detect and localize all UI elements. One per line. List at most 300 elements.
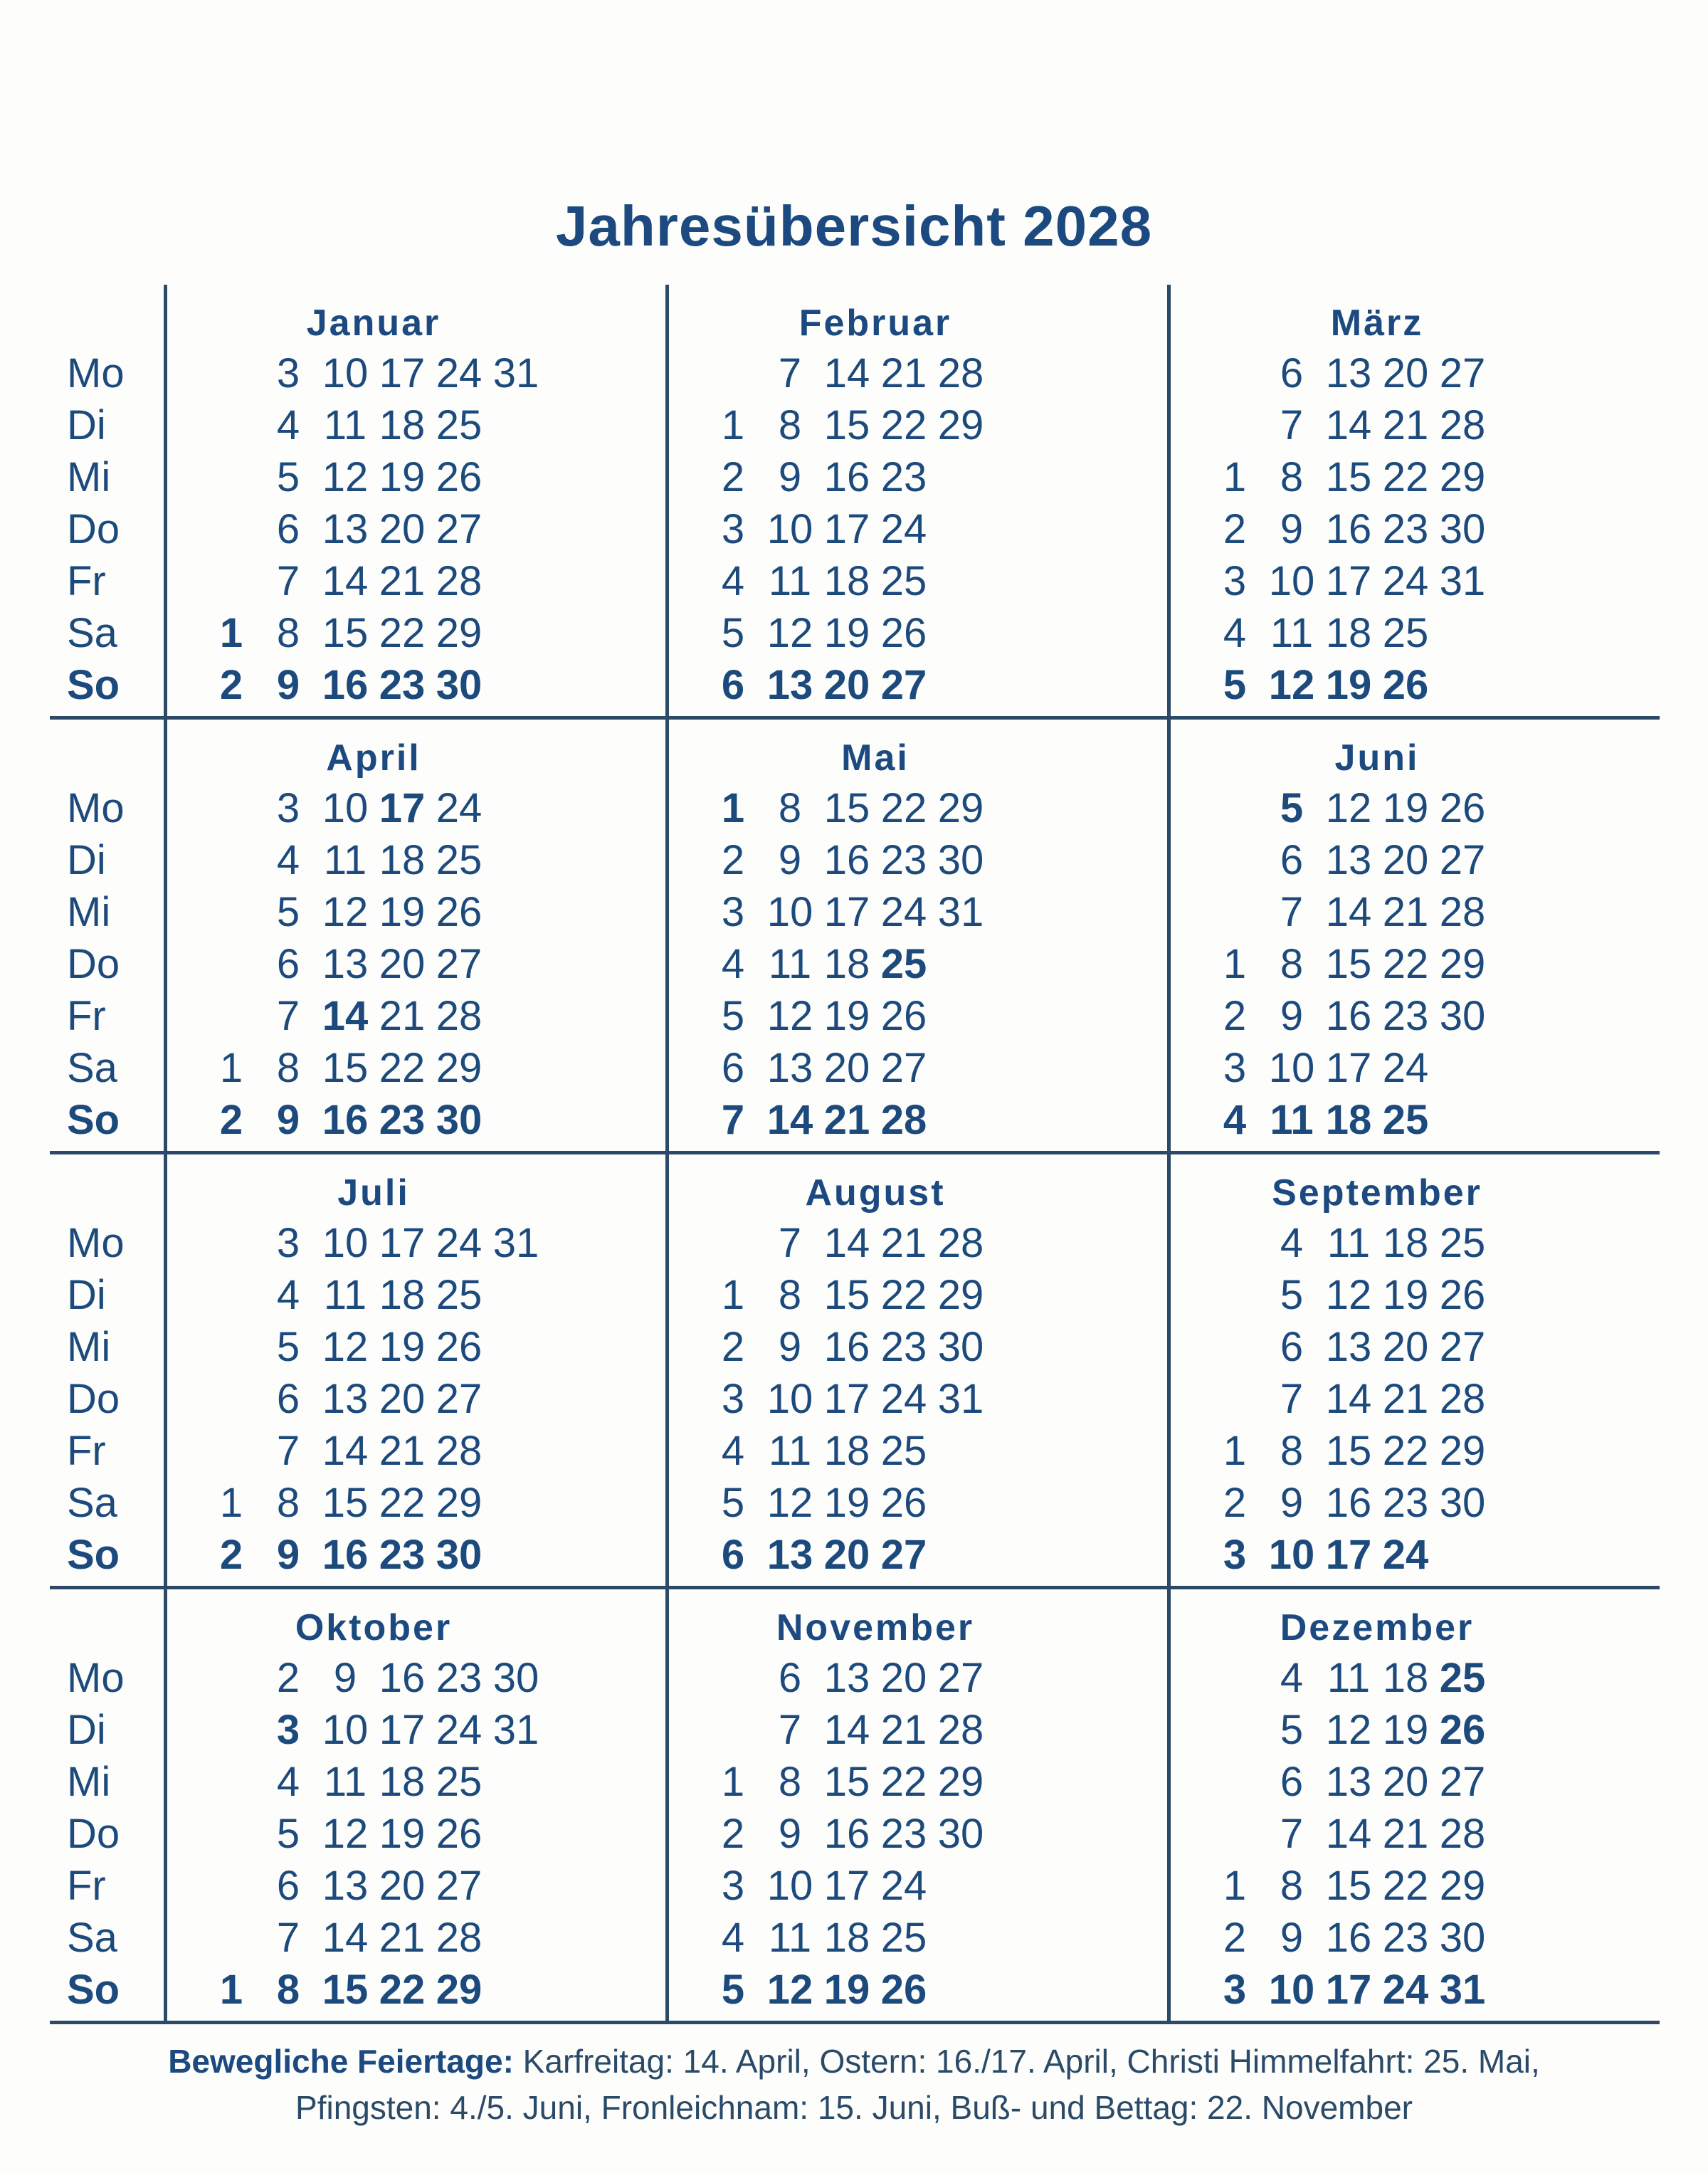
- day-cell: 12: [1268, 662, 1315, 708]
- calendar-grid: [50, 285, 1660, 2024]
- day-cell: 2: [1223, 993, 1247, 1039]
- day-cell-empty: [1206, 1217, 1263, 1269]
- day-cell: 15: [823, 785, 870, 831]
- day-cell: 22: [1382, 454, 1429, 500]
- day-cell: 3: [276, 350, 300, 396]
- day-cell-empty: [1206, 1652, 1263, 1704]
- day-cell: 21: [823, 1097, 870, 1143]
- day-cell-empty: [1491, 555, 1548, 607]
- day-cell: 11: [323, 402, 367, 448]
- day-cell-empty: [1491, 1477, 1548, 1529]
- day-cell-empty: [989, 1652, 1046, 1704]
- day-cell: 9: [778, 1811, 802, 1857]
- day-cell-empty: [989, 607, 1046, 659]
- day-cell: 18: [379, 1759, 426, 1805]
- day-cell-empty: [487, 886, 544, 938]
- day-cell: 7: [276, 1915, 300, 1961]
- day-cell: 20: [379, 1376, 426, 1422]
- day-cell-empty: [203, 782, 260, 834]
- day-cell: 17: [1325, 1045, 1372, 1091]
- weekday-label-mi: Mi: [67, 889, 111, 935]
- day-cell-empty: [203, 1321, 260, 1373]
- day-cell: 29: [436, 1480, 483, 1526]
- day-cell-empty: [1491, 659, 1548, 711]
- day-cell: 23: [880, 837, 927, 883]
- day-cell: 8: [276, 1967, 300, 2013]
- day-cell: 19: [1382, 785, 1429, 831]
- day-cell: 5: [1280, 785, 1304, 831]
- day-cell: 7: [778, 350, 802, 396]
- day-cell-empty: [989, 1756, 1046, 1808]
- quarter-block-2: [50, 720, 1660, 1154]
- day-grid: [203, 347, 665, 711]
- day-cell: 11: [768, 558, 812, 604]
- day-cell: 1: [219, 610, 243, 656]
- day-cell-empty: [932, 1860, 989, 1912]
- day-cell: 27: [1439, 1759, 1486, 1805]
- day-cell: 23: [1382, 1480, 1429, 1526]
- day-cell: 30: [1439, 1480, 1486, 1526]
- day-cell: 31: [1439, 1967, 1486, 2013]
- day-cell: 10: [322, 785, 369, 831]
- weekday-label-mi: Mi: [67, 1324, 111, 1370]
- day-cell: 2: [219, 1097, 243, 1143]
- day-cell: 2: [1223, 1915, 1247, 1961]
- day-cell: 23: [1382, 506, 1429, 552]
- day-cell: 15: [322, 1967, 369, 2013]
- day-cell: 15: [1325, 941, 1372, 987]
- weekday-column: [50, 720, 164, 1151]
- day-cell: 6: [276, 1376, 300, 1422]
- day-cell-empty: [1491, 1321, 1548, 1373]
- day-cell: 13: [1325, 350, 1372, 396]
- day-cell: 5: [1280, 1707, 1304, 1753]
- day-cell: 31: [492, 1220, 539, 1266]
- day-cell: 7: [276, 558, 300, 604]
- day-cell-empty: [1206, 1321, 1263, 1373]
- day-cell: 15: [823, 402, 870, 448]
- day-cell: 27: [1439, 1324, 1486, 1370]
- day-cell: 2: [721, 1324, 745, 1370]
- weekday-label-mo: Mo: [67, 1655, 125, 1701]
- month-september: [1167, 1154, 1660, 1586]
- day-cell: 7: [721, 1097, 745, 1143]
- day-cell: 2: [721, 837, 745, 883]
- day-cell: 12: [322, 454, 369, 500]
- day-cell: 11: [323, 1759, 367, 1805]
- day-cell-empty: [705, 1652, 761, 1704]
- day-grid: [1206, 1217, 1660, 1581]
- day-cell: 23: [379, 662, 426, 708]
- day-cell: 21: [880, 1707, 927, 1753]
- day-cell: 28: [436, 1915, 483, 1961]
- day-cell-empty: [989, 503, 1046, 555]
- day-cell: 3: [276, 785, 300, 831]
- day-cell: 27: [880, 1045, 927, 1091]
- month-title: April: [326, 737, 421, 779]
- day-cell-empty: [1491, 782, 1548, 834]
- day-cell: 3: [721, 889, 745, 935]
- day-cell: 29: [436, 1045, 483, 1091]
- day-cell: 14: [1325, 889, 1372, 935]
- day-cell: 30: [937, 1811, 984, 1857]
- day-cell: 14: [322, 1915, 369, 1961]
- day-cell: 4: [276, 837, 300, 883]
- day-cell-empty: [705, 347, 761, 399]
- month-title: März: [1330, 302, 1424, 344]
- day-cell: 2: [721, 454, 745, 500]
- day-cell: 8: [276, 1045, 300, 1091]
- day-cell: 13: [322, 1863, 369, 1909]
- day-cell: 24: [436, 1220, 483, 1266]
- day-cell: 7: [778, 1707, 802, 1753]
- day-cell-empty: [487, 1094, 544, 1146]
- month-august: [665, 1154, 1167, 1586]
- day-cell: 10: [766, 889, 813, 935]
- day-cell-empty: [989, 347, 1046, 399]
- day-cell: 11: [768, 941, 812, 987]
- day-cell: 27: [880, 1532, 927, 1578]
- day-cell-empty: [932, 1964, 989, 2016]
- day-cell-empty: [1491, 1652, 1548, 1704]
- day-cell: 16: [823, 454, 870, 500]
- month-januar: [164, 285, 665, 716]
- day-cell-empty: [932, 1912, 989, 1964]
- day-cell: 1: [1223, 454, 1247, 500]
- day-cell: 14: [823, 350, 870, 396]
- weekday-label-sa: Sa: [67, 610, 117, 656]
- day-cell-empty: [705, 1704, 761, 1756]
- day-cell: 4: [721, 558, 745, 604]
- day-cell: 19: [823, 610, 870, 656]
- day-cell: 16: [823, 1324, 870, 1370]
- day-cell-empty: [1491, 886, 1548, 938]
- day-cell: 23: [880, 1324, 927, 1370]
- day-cell-empty: [203, 1756, 260, 1808]
- month-juli: [164, 1154, 665, 1586]
- day-cell: 15: [322, 1480, 369, 1526]
- month-oktober: [164, 1589, 665, 2021]
- weekday-label-mi: Mi: [67, 1759, 111, 1805]
- day-cell-empty: [1491, 451, 1548, 503]
- day-cell: 25: [436, 402, 483, 448]
- day-cell-empty: [1491, 1042, 1548, 1094]
- day-cell: 14: [766, 1097, 813, 1143]
- month-title: November: [776, 1607, 975, 1648]
- day-cell-empty: [1206, 1269, 1263, 1321]
- day-cell: 12: [766, 1480, 813, 1526]
- weekday-label-do: Do: [67, 1376, 120, 1422]
- day-cell: 31: [492, 350, 539, 396]
- day-cell: 11: [323, 1272, 367, 1318]
- day-cell: 7: [1280, 1376, 1304, 1422]
- day-cell-empty: [1491, 1094, 1548, 1146]
- day-cell: 26: [880, 993, 927, 1039]
- day-cell-empty: [487, 834, 544, 886]
- day-cell: 21: [379, 993, 426, 1039]
- day-cell-empty: [932, 659, 989, 711]
- day-cell: 1: [1223, 1428, 1247, 1474]
- day-cell: 19: [823, 1967, 870, 2013]
- day-cell: 26: [436, 1811, 483, 1857]
- day-cell: 31: [492, 1707, 539, 1753]
- day-cell-empty: [989, 1477, 1046, 1529]
- day-cell: 4: [276, 1759, 300, 1805]
- day-cell-empty: [203, 1860, 260, 1912]
- day-cell-empty: [1491, 1269, 1548, 1321]
- day-cell: 3: [721, 506, 745, 552]
- day-cell: 9: [333, 1655, 357, 1701]
- day-cell: 6: [721, 1045, 745, 1091]
- day-cell: 19: [379, 889, 426, 935]
- day-cell-empty: [203, 834, 260, 886]
- day-cell-empty: [932, 1529, 989, 1581]
- day-cell: 13: [766, 662, 813, 708]
- day-cell: 10: [766, 506, 813, 552]
- day-cell-empty: [989, 1425, 1046, 1477]
- day-cell: 21: [1382, 1811, 1429, 1857]
- day-cell: 17: [379, 1707, 426, 1753]
- day-cell: 24: [436, 785, 483, 831]
- day-cell: 15: [823, 1759, 870, 1805]
- day-cell: 26: [436, 454, 483, 500]
- day-cell: 1: [219, 1045, 243, 1091]
- day-cell: 12: [766, 993, 813, 1039]
- weekday-column: [50, 1154, 164, 1586]
- footer-line-1: [0, 2038, 1708, 2085]
- day-cell: 9: [276, 1097, 300, 1143]
- day-cell: 15: [823, 1272, 870, 1318]
- day-cell: 17: [379, 350, 426, 396]
- day-cell: 10: [766, 1376, 813, 1422]
- day-cell: 20: [1382, 350, 1429, 396]
- day-cell: 18: [1382, 1655, 1429, 1701]
- day-cell: 18: [823, 941, 870, 987]
- day-cell: 9: [1280, 993, 1304, 1039]
- day-cell: 13: [823, 1655, 870, 1701]
- day-cell: 11: [768, 1428, 812, 1474]
- day-cell: 3: [1223, 1967, 1247, 2013]
- day-cell-empty: [203, 1808, 260, 1860]
- day-grid: [1206, 782, 1660, 1146]
- day-grid: [1206, 347, 1660, 711]
- day-cell: 17: [1325, 1967, 1372, 2013]
- day-cell-empty: [1206, 782, 1263, 834]
- day-cell: 14: [322, 1428, 369, 1474]
- month-title: September: [1272, 1172, 1482, 1214]
- weekday-label-fr: Fr: [67, 1428, 106, 1474]
- month-november: [665, 1589, 1167, 2021]
- day-cell-empty: [989, 1529, 1046, 1581]
- day-cell: 22: [880, 785, 927, 831]
- day-cell: 30: [937, 837, 984, 883]
- day-cell: 11: [1327, 1655, 1371, 1701]
- day-cell: 28: [1439, 1811, 1486, 1857]
- day-cell: 29: [1439, 1863, 1486, 1909]
- day-cell: 10: [1268, 1967, 1315, 2013]
- day-cell: 21: [880, 350, 927, 396]
- footer-line-2: Pfingsten: 4./5. Juni, Fronleichnam: 15. Juni, Buß- und Bettag: 22. November: [295, 2089, 1413, 2126]
- day-cell: 16: [322, 1532, 369, 1578]
- day-cell: 18: [1325, 1097, 1372, 1143]
- day-cell-empty: [989, 834, 1046, 886]
- day-cell-empty: [487, 1756, 544, 1808]
- day-cell: 24: [1382, 1045, 1429, 1091]
- day-cell: 28: [1439, 889, 1486, 935]
- day-cell-empty: [989, 990, 1046, 1042]
- weekday-label-do: Do: [67, 1811, 120, 1857]
- day-cell-empty: [1434, 659, 1491, 711]
- day-cell: 10: [322, 350, 369, 396]
- weekday-label-sa: Sa: [67, 1480, 117, 1526]
- day-cell: 24: [1382, 1967, 1429, 2013]
- day-cell: 21: [880, 1220, 927, 1266]
- day-cell-empty: [203, 1425, 260, 1477]
- day-cell: 26: [880, 610, 927, 656]
- weekday-label-di: Di: [67, 837, 106, 883]
- day-cell: 20: [880, 1655, 927, 1701]
- day-cell: 30: [937, 1324, 984, 1370]
- day-cell: 9: [276, 662, 300, 708]
- weekday-label-di: Di: [67, 1272, 106, 1318]
- day-cell: 14: [1325, 402, 1372, 448]
- day-cell-empty: [487, 659, 544, 711]
- day-cell-empty: [989, 1860, 1046, 1912]
- day-cell-empty: [989, 1217, 1046, 1269]
- movable-holidays-footer: [0, 2038, 1708, 2131]
- month-title: Dezember: [1280, 1607, 1475, 1648]
- day-cell: 28: [937, 1220, 984, 1266]
- footer-label: Bewegliche Feiertage:: [168, 2043, 514, 2080]
- day-cell: 7: [276, 993, 300, 1039]
- day-cell: 20: [379, 941, 426, 987]
- day-cell-empty: [705, 1217, 761, 1269]
- day-cell: 18: [379, 402, 426, 448]
- day-cell: 28: [436, 1428, 483, 1474]
- day-grid: [1206, 1652, 1660, 2016]
- day-cell: 12: [766, 1967, 813, 2013]
- month-title: Oktober: [295, 1607, 453, 1648]
- day-cell: 23: [1382, 993, 1429, 1039]
- day-cell: 15: [322, 610, 369, 656]
- day-cell: 16: [1325, 506, 1372, 552]
- day-cell: 28: [880, 1097, 927, 1143]
- day-cell-empty: [1206, 834, 1263, 886]
- month-februar: [665, 285, 1167, 716]
- day-cell: 25: [436, 837, 483, 883]
- day-cell: 6: [276, 1863, 300, 1909]
- day-cell-empty: [1491, 990, 1548, 1042]
- day-cell: 19: [379, 1811, 426, 1857]
- day-cell: 6: [1280, 837, 1304, 883]
- month-dezember: [1167, 1589, 1660, 2021]
- day-cell: 6: [276, 506, 300, 552]
- day-cell: 11: [768, 1915, 812, 1961]
- day-cell: 1: [219, 1480, 243, 1526]
- day-cell: 29: [1439, 454, 1486, 500]
- day-cell: 5: [1223, 662, 1247, 708]
- day-cell-empty: [487, 1529, 544, 1581]
- day-cell-empty: [203, 1373, 260, 1425]
- day-cell: 13: [322, 1376, 369, 1422]
- day-cell-empty: [989, 451, 1046, 503]
- day-cell: 22: [379, 1480, 426, 1526]
- day-cell: 24: [880, 1376, 927, 1422]
- day-cell: 10: [766, 1863, 813, 1909]
- day-cell-empty: [989, 1321, 1046, 1373]
- day-cell: 15: [1325, 1863, 1372, 1909]
- day-cell-empty: [1491, 1529, 1548, 1581]
- day-cell: 22: [379, 1967, 426, 2013]
- day-cell: 22: [1382, 1428, 1429, 1474]
- month-title: Juli: [337, 1172, 410, 1214]
- day-cell: 14: [1325, 1376, 1372, 1422]
- day-cell: 8: [276, 610, 300, 656]
- weekday-label-so: So: [67, 1097, 120, 1143]
- day-cell-empty: [989, 1808, 1046, 1860]
- day-cell: 7: [1280, 1811, 1304, 1857]
- day-cell: 19: [379, 1324, 426, 1370]
- day-cell: 30: [436, 1097, 483, 1143]
- weekday-column: [50, 1589, 164, 2021]
- day-cell: 29: [436, 610, 483, 656]
- day-cell: 24: [436, 1707, 483, 1753]
- day-cell: 3: [721, 1376, 745, 1422]
- month-april: [164, 720, 665, 1151]
- day-cell: 4: [1280, 1655, 1304, 1701]
- day-cell: 5: [276, 1811, 300, 1857]
- day-cell: 12: [766, 610, 813, 656]
- day-cell: 28: [1439, 1376, 1486, 1422]
- day-cell: 27: [436, 1376, 483, 1422]
- day-cell: 25: [880, 1915, 927, 1961]
- weekday-label-mo: Mo: [67, 350, 125, 396]
- day-cell: 5: [721, 993, 745, 1039]
- day-cell: 27: [436, 506, 483, 552]
- day-cell: 7: [1280, 402, 1304, 448]
- day-cell: 6: [721, 662, 745, 708]
- day-cell-empty: [932, 990, 989, 1042]
- day-cell: 2: [1223, 506, 1247, 552]
- day-cell: 10: [322, 1707, 369, 1753]
- day-cell-empty: [487, 1964, 544, 2016]
- day-cell: 24: [1382, 558, 1429, 604]
- day-cell: 29: [436, 1967, 483, 2013]
- day-cell: 20: [379, 1863, 426, 1909]
- day-cell: 23: [880, 454, 927, 500]
- day-cell: 5: [276, 1324, 300, 1370]
- day-cell-empty: [487, 1321, 544, 1373]
- day-cell: 25: [436, 1759, 483, 1805]
- day-cell-empty: [932, 1477, 989, 1529]
- day-cell: 18: [823, 1915, 870, 1961]
- day-cell: 21: [1382, 1376, 1429, 1422]
- day-grid: [203, 1217, 665, 1581]
- day-cell-empty: [932, 451, 989, 503]
- day-cell: 26: [436, 1324, 483, 1370]
- day-cell: 1: [1223, 1863, 1247, 1909]
- day-grid: [705, 347, 1167, 711]
- day-cell-empty: [203, 1217, 260, 1269]
- day-cell: 27: [1439, 350, 1486, 396]
- day-cell: 1: [721, 785, 745, 831]
- day-cell: 26: [1439, 785, 1486, 831]
- day-cell: 18: [1382, 1220, 1429, 1266]
- day-cell: 29: [937, 1272, 984, 1318]
- day-cell-empty: [1491, 1964, 1548, 2016]
- day-cell: 29: [937, 785, 984, 831]
- day-cell: 17: [379, 1220, 426, 1266]
